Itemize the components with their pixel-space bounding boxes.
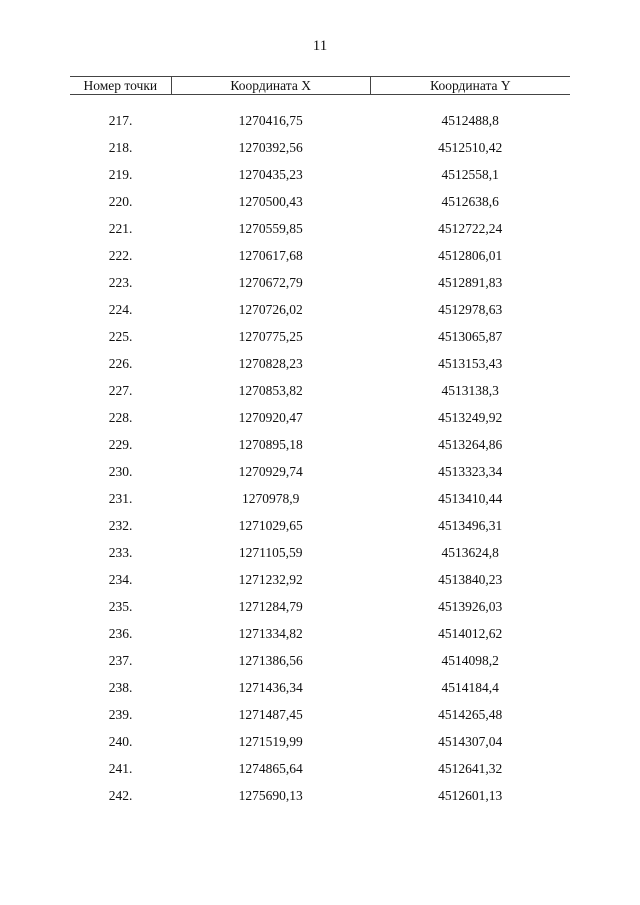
cell-point-number: 220. [108,193,133,209]
cell-coordinate-y: 4513264,86 [438,436,503,452]
cell-coordinate-y: 4512806,01 [438,247,503,263]
cell-coordinate-x: 1271284,79 [238,598,303,614]
cell-coordinate-x: 1271386,56 [238,652,303,668]
cell-coordinate-x: 1270853,82 [238,382,303,398]
cell-coordinate-y: 4514265,48 [438,706,503,722]
cell-coordinate-x: 1270726,02 [238,301,303,317]
table-row [70,674,570,701]
table-row [70,755,570,782]
table-body [70,95,570,810]
table-row [70,728,570,755]
cell-point-number: 235. [108,598,133,614]
cell-coordinate-y: 4514012,62 [438,625,503,641]
cell-point-number: 219. [108,166,133,182]
cell-coordinate-y: 4512722,24 [438,220,503,236]
table-row [70,566,570,593]
table-row [70,134,570,161]
table-row [70,404,570,431]
cell-coordinate-x: 1270895,18 [238,436,303,452]
cell-point-number: 237. [108,652,133,668]
table-row [70,458,570,485]
cell-point-number: 229. [108,436,133,452]
cell-coordinate-y: 4512488,8 [441,112,499,128]
table-row [70,296,570,323]
cell-coordinate-x: 1271487,45 [238,706,303,722]
header-point-number: Номер точки [70,77,171,95]
table-row [70,215,570,242]
header-row [70,77,570,95]
table-spacer-row [70,95,570,108]
table-row [70,242,570,269]
cell-point-number: 240. [108,733,133,749]
cell-coordinate-x: 1274865,64 [238,760,303,776]
cell-point-number: 232. [108,517,133,533]
table-row [70,161,570,188]
table-header [70,77,570,95]
table-row [70,323,570,350]
table-row [70,485,570,512]
cell-point-number: 225. [108,328,133,344]
table-row [70,620,570,647]
cell-coordinate-y: 4512641,32 [438,760,503,776]
cell-point-number: 224. [108,301,133,317]
cell-coordinate-x: 1270435,23 [238,166,303,182]
cell-point-number: 226. [108,355,133,371]
cell-coordinate-x: 1271105,59 [238,544,303,560]
cell-coordinate-x: 1271029,65 [238,517,303,533]
table-row [70,107,570,134]
page-number: 11 [312,38,328,54]
cell-point-number: 241. [108,760,133,776]
cell-coordinate-y: 4513065,87 [438,328,503,344]
cell-coordinate-x: 1271232,92 [238,571,303,587]
cell-coordinate-x: 1270978,9 [242,490,300,506]
table-row [70,647,570,674]
cell-coordinate-x: 1270617,68 [238,247,303,263]
cell-point-number: 217. [108,112,133,128]
cell-coordinate-y: 4512558,1 [441,166,499,182]
cell-coordinate-y: 4514098,2 [441,652,499,668]
cell-coordinate-y: 4513840,23 [438,571,503,587]
header-coordinate-x: Координата X [171,77,370,95]
table-row [70,512,570,539]
table-row [70,269,570,296]
cell-point-number: 218. [108,139,133,155]
cell-point-number: 228. [108,409,133,425]
cell-coordinate-y: 4513496,31 [438,517,503,533]
cell-coordinate-x: 1270920,47 [238,409,303,425]
cell-coordinate-y: 4512891,83 [438,274,503,290]
cell-coordinate-x: 1270559,85 [238,220,303,236]
spacer-cell [70,95,570,108]
coordinates-table [70,76,570,809]
cell-coordinate-x: 1271519,99 [238,733,303,749]
cell-coordinate-x: 1271436,34 [238,679,303,695]
cell-point-number: 242. [108,787,133,803]
cell-coordinate-x: 1270775,25 [238,328,303,344]
cell-point-number: 236. [108,625,133,641]
cell-coordinate-y: 4512510,42 [438,139,503,155]
cell-point-number: 221. [108,220,133,236]
table-row [70,782,570,809]
cell-coordinate-y: 4512978,63 [438,301,503,317]
cell-coordinate-y: 4514184,4 [441,679,499,695]
table-row [70,539,570,566]
cell-coordinate-y: 4512601,13 [438,787,503,803]
cell-coordinate-y: 4513624,8 [441,544,499,560]
cell-point-number: 227. [108,382,133,398]
cell-point-number: 231. [108,490,133,506]
cell-coordinate-y: 4513323,34 [438,463,503,479]
table-row [70,188,570,215]
table-row [70,701,570,728]
cell-coordinate-y: 4513926,03 [438,598,503,614]
cell-coordinate-x: 1270929,74 [238,463,303,479]
cell-coordinate-x: 1270500,43 [238,193,303,209]
cell-coordinate-x: 1271334,82 [238,625,303,641]
cell-coordinate-y: 4513153,43 [438,355,503,371]
cell-point-number: 223. [108,274,133,290]
cell-coordinate-x: 1270672,79 [238,274,303,290]
table-row [70,431,570,458]
cell-coordinate-y: 4513249,92 [438,409,503,425]
table-row [70,593,570,620]
cell-coordinate-y: 4514307,04 [438,733,503,749]
cell-coordinate-x: 1270392,56 [238,139,303,155]
cell-point-number: 222. [108,247,133,263]
table-row [70,350,570,377]
cell-coordinate-y: 4513138,3 [441,382,499,398]
cell-point-number: 230. [108,463,133,479]
cell-point-number: 239. [108,706,133,722]
cell-point-number: 234. [108,571,133,587]
cell-coordinate-y: 4512638,6 [441,193,499,209]
cell-coordinate-x: 1270828,23 [238,355,303,371]
header-coordinate-y: Координата Y [370,77,570,95]
cell-coordinate-y: 4513410,44 [438,490,503,506]
cell-coordinate-x: 1270416,75 [238,112,303,128]
cell-point-number: 238. [108,679,133,695]
cell-point-number: 233. [108,544,133,560]
table-row [70,377,570,404]
cell-coordinate-x: 1275690,13 [238,787,303,803]
